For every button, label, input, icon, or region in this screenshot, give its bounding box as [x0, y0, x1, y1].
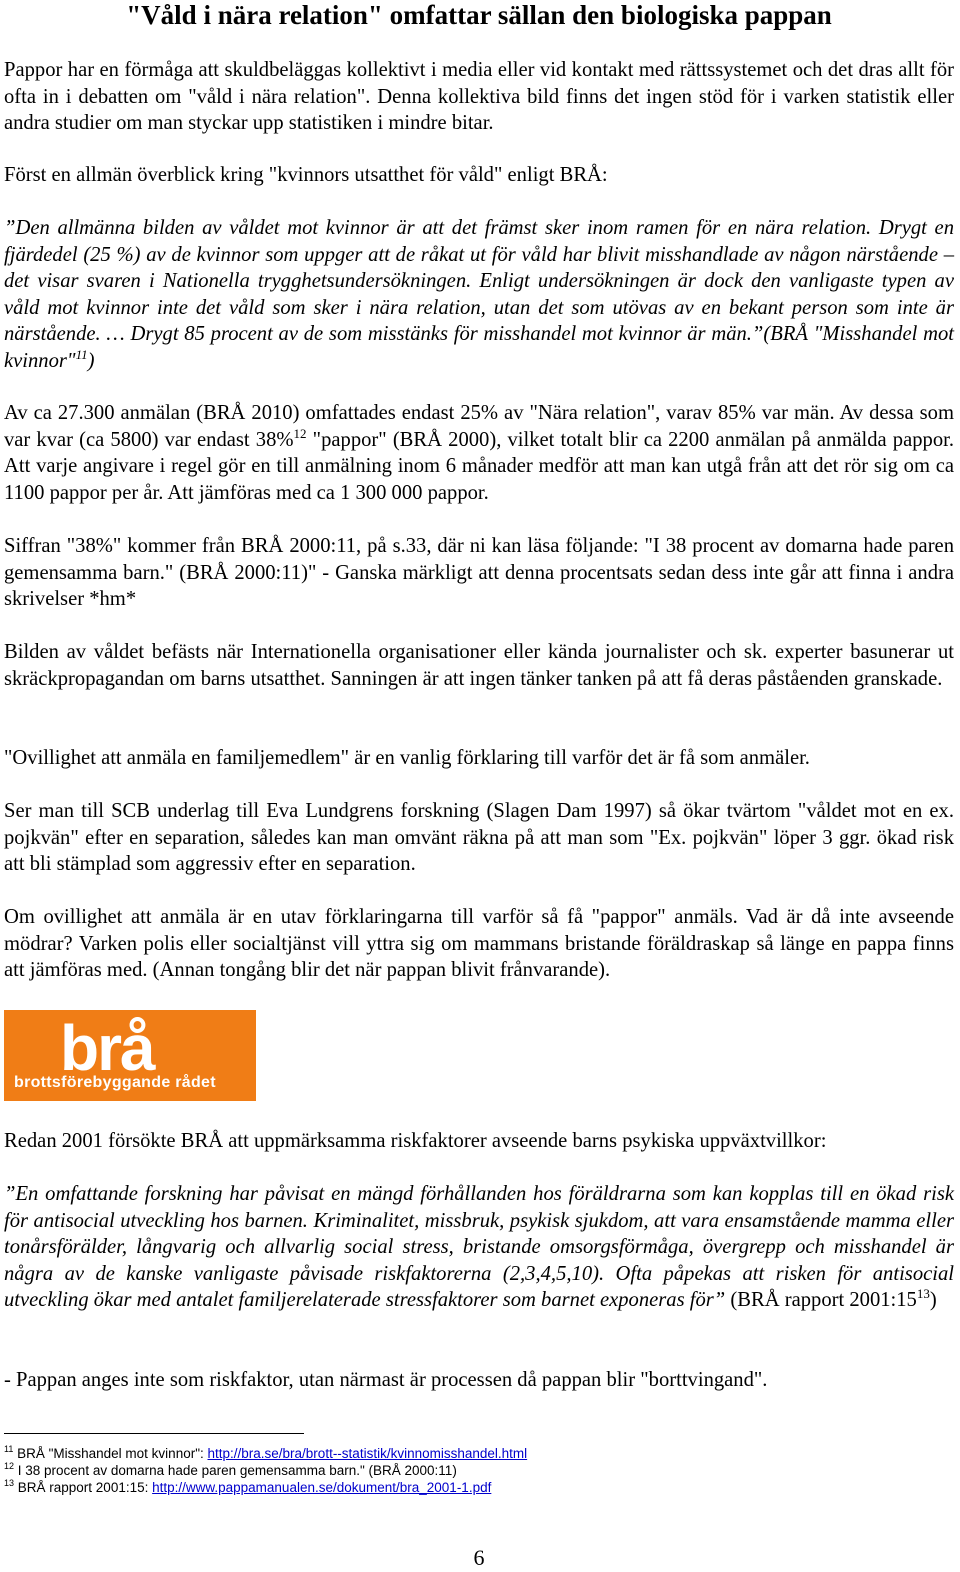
paragraph-mothers: Om ovillighet att anmäla är en utav förklaringarna till varför så få "pappor" anmäls. Vad är då inte avseende mödrar? Varken polis eller socialtjänst vill yttra sig om mammans bristande föräldraskap så länge en pappa finns att jämföras med. (Annan tongång blir det när pappan blivit frånvarande).	[4, 906, 954, 982]
bra-logo-tagline: brottsförebyggande rådet	[14, 1074, 216, 1091]
footnote-ref-12[interactable]: 12	[293, 425, 307, 441]
paragraph-scb: Ser man till SCB underlag till Eva Lundgrens forskning (Slagen Dam 1997) så ökar tvärtom "våldet mot en ex. pojkvän" efter en separation, således kan man omvänt räkna på att man som "Ex. pojkvän" löper 3 ggr. ökad risk att bli stämplad som aggressiv efter en separation.	[4, 800, 954, 876]
paragraph-2001: Redan 2001 försökte BRÅ att uppmärksamma riskfaktorer avseende barns psykiska uppväxtvillkor:	[4, 1130, 827, 1152]
footnote-number: 11	[4, 1444, 14, 1454]
paragraph-overview: Först en allmän överblick kring "kvinnors utsatthet för våld" enligt BRÅ:	[4, 164, 608, 186]
quote-text-2001: ”En omfattande forskning har påvisat en mängd förhållanden hos föräldrarna som kan kopplas till en ökad risk för antisocial utveckling hos barnen. Kriminalitet, missbruk, psykisk sjukdom, att vara ensamstående mamma eller tonårsförälder, långvarig och allvarlig social stress, bristande omsorgsförmåga, övergrepp och misshandel är några av de kanske vanligaste påvisade riskfaktorerna (2,3,4,5,10). Ofta påpekas att risken för antisocial utveckling ökar med antalet familjerelaterade stressfaktorer som barnet exponeras för”	[4, 1183, 954, 1312]
paragraph-conclusion: - Pappan anges inte som riskfaktor, utan närmast är processen då pappan blir "borttvingand".	[4, 1369, 768, 1391]
quote-source: (BRÅ rapport 2001:15	[725, 1289, 917, 1312]
quote-bra-misshandel	[4, 215, 954, 375]
footnote-text: BRÅ rapport 2001:15:	[14, 1480, 153, 1495]
quote-close: )	[87, 349, 95, 372]
footnote-ref-13[interactable]: 13	[916, 1286, 930, 1302]
statistics-text-b: "pappor" (BRÅ 2000), vilket totalt blir ca 2200 anmälan på anmälda pappor. Att varje angivare i regel gör en till anmälning inom 6 månader medför att man kan utgå från att det rör sig om ca 1100 pappor per år. Att jämföras med ca 1 300 000 pappor.	[4, 428, 954, 504]
quote-text: ”Den allmänna bilden av våldet mot kvinnor är att det främst sker inom ramen för en nära relation. Drygt en fjärdedel (25 %) av de kvinnor som uppger att de råkat ut för våld har blivit misshandlade av någon närstående – det visar svaren i Nationella trygghetsundersökningen. Enligt undersökningen är dock den vanligaste typen av våld mot kvinnor inte det våld som sker i nära relation, utan det som utövas av en bekant person som inte är närstående. … Drygt 85 procent av de som misstänks för misshandel mot kvinnor är män.”(BRÅ "Misshandel mot kvinnor"	[4, 217, 954, 372]
footnote-number: 12	[4, 1461, 15, 1471]
footnote-number: 13	[4, 1478, 15, 1488]
paragraph-intro: Pappor har en förmåga att skuldbeläggas kollektivt i media eller vid kontakt med rättssystemet och det dras allt för ofta in i debatten om "våld i nära relation". Denna kollektiva bild finns det ingen stöd för i varken statistik eller andra studier om man styckar upp statistiken i mindre bitar.	[4, 59, 954, 135]
page-number: 6	[473, 1545, 485, 1570]
bra-logo-mark: brå	[60, 1012, 154, 1084]
footnote-ref-11[interactable]: 11	[75, 346, 88, 362]
footnote-11	[4, 1446, 954, 1462]
paragraph-image-of-violence: Bilden av våldet befästs när Internationella organisationer eller kända journalister och sk. experter basunerar ut skräckpropagandan om barns utsatthet. Sanningen är att ingen tänker tanken på att få deras påståenden granskade.	[4, 641, 954, 690]
footnote-text: BRÅ "Misshandel mot kvinnor":	[13, 1446, 208, 1461]
page-title: "Våld i nära relation" omfattar sällan den biologiska pappan	[126, 0, 832, 30]
footnote-link[interactable]: http://bra.se/bra/brott--statistik/kvinnomisshandel.html	[207, 1446, 528, 1461]
bra-logo	[4, 1010, 256, 1101]
paragraph-statistics	[4, 400, 954, 506]
footnote-divider	[4, 1433, 304, 1434]
footnote-13	[4, 1480, 954, 1496]
footnote-text: I 38 procent av domarna hade paren gemensamma barn." (BRÅ 2000:11)	[14, 1463, 457, 1478]
statistics-text-a: Av ca 27.300 anmälan (BRÅ 2010) omfattades endast 25% av "Nära relation", varav 85% var män. Av dessa som var kvar (ca 5800) var endast 38%	[4, 402, 954, 451]
footnote-12	[4, 1463, 954, 1479]
quote-source-close: )	[929, 1289, 937, 1312]
paragraph-38-percent: Siffran "38%" kommer från BRÅ 2000:11, på s.33, där ni kan läsa följande: "I 38 procent av domarna hade paren gemensamma barn." (BRÅ 2000:11)" - Ganska märkligt att denna procentsats sedan dess inte går att finna i andra skrivelser *hm*	[4, 535, 954, 611]
paragraph-unwillingness: "Ovillighet att anmäla en familjemedlem" är en vanlig förklaring till varför det är få som anmäler.	[4, 747, 810, 769]
quote-bra-2001	[4, 1181, 954, 1314]
footnote-link[interactable]: http://www.pappamanualen.se/dokument/bra_2001-1.pdf	[152, 1480, 492, 1495]
